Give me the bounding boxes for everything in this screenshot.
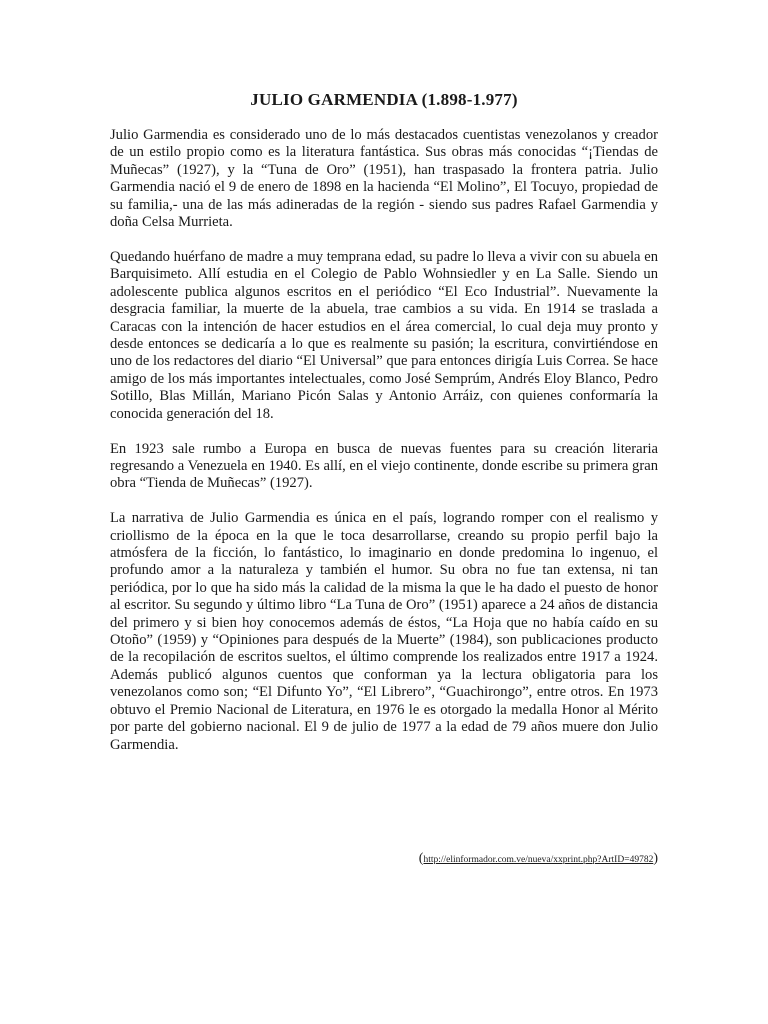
article-body	[110, 127, 658, 771]
open-paren: (	[418, 851, 424, 866]
paragraph: En 1923 sale rumbo a Europa en busca de nuevas fuentes para su creación literaria regresando a Venezuela en 1940. Es allí, en el viejo continente, donde escribe su primera gran obra “Tienda de Muñecas” (1927).	[110, 440, 658, 492]
source-link[interactable]: http://elinformador.com.ve/nueva/xxprint.php?ArtID=49782	[423, 855, 654, 865]
paragraph: Quedando huérfano de madre a muy temprana edad, su padre lo lleva a vivir con su abuela en Barquisimeto. Allí estudia en el Colegio de Pablo Wohnsiedler y en La Salle. Siendo un adolescente publica algunos escritos en el periódico “El Eco Industrial”. Nuevamente la desgracia familiar, la muerte de la abuela, trae cambios a su vida. En 1914 se traslada a Caracas con la intención de hacer estudios en el área comercial, lo cual deja muy pronto y desde entonces se dedicaría a lo que es realmente su pasión; la escritura, convirtiéndose en uno de los redactores del diario “El Universal” que para entonces dirigía Luis Correa. Se hace amigo de los más importantes intelectuales, como José Semprúm, Andrés Eloy Blanco, Pedro Sotillo, Blas Millán, Mariano Picón Salas y Antonio Arráiz, con quienes conformaría la conocida generación del 18.	[110, 248, 658, 422]
source-citation	[110, 852, 658, 867]
page-title: JULIO GARMENDIA (1.898-1.977)	[250, 90, 518, 109]
close-paren: )	[653, 851, 658, 866]
paragraph: Julio Garmendia es considerado uno de lo más destacados cuentistas venezolanos y creador de un estilo propio como es la literatura fantástica. Sus obras más conocidas “¡Tiendas de Muñecas” (1927), y la “Tuna de Oro” (1951), han traspasado la frontera patria. Julio Garmendia nació el 9 de enero de 1898 en la hacienda “El Molino”, El Tocuyo, propiedad de su familia,- una de las más adineradas de la región - siendo sus padres Rafael Garmendia y doña Celsa Murrieta.	[110, 127, 658, 231]
paragraph: La narrativa de Julio Garmendia es única en el país, logrando romper con el realismo y criollismo de la época en la que le toca desarrollarse, creando su propio perfil bajo la atmósfera de la ficción, lo fantástico, lo imaginario en donde predomina lo ingenuo, el profundo amor a la naturaleza y también el humor. Su obra no fue tan extensa, ni tan periódica, por lo que ha sido más la calidad de la misma la que le ha dado el puesto de honor al escritor. Su segundo y último libro “La Tuna de Oro” (1951) aparece a 24 años de distancia del primero y si bien hoy conocemos además de éstos, “La Hoja que no había caído en su Otoño” (1959) y “Opiniones para después de la Muerte” (1984), son publicaciones producto de la recopilación de escritos sueltos, el último comprende los realizados entre 1917 a 1924. Además publicó algunos cuentos que conforman ya la lectura obligatoria para los venezolanos como son; “El Difunto Yo”, “El Librero”, “Guachirongo”, entre otros. En 1973 obtuvo el Premio Nacional de Literatura, en 1976 le es otorgado la medalla Honor al Mérito por parte del gobierno nacional. El 9 de julio de 1977 a la edad de 79 años muere don Julio Garmendia.	[110, 510, 658, 753]
